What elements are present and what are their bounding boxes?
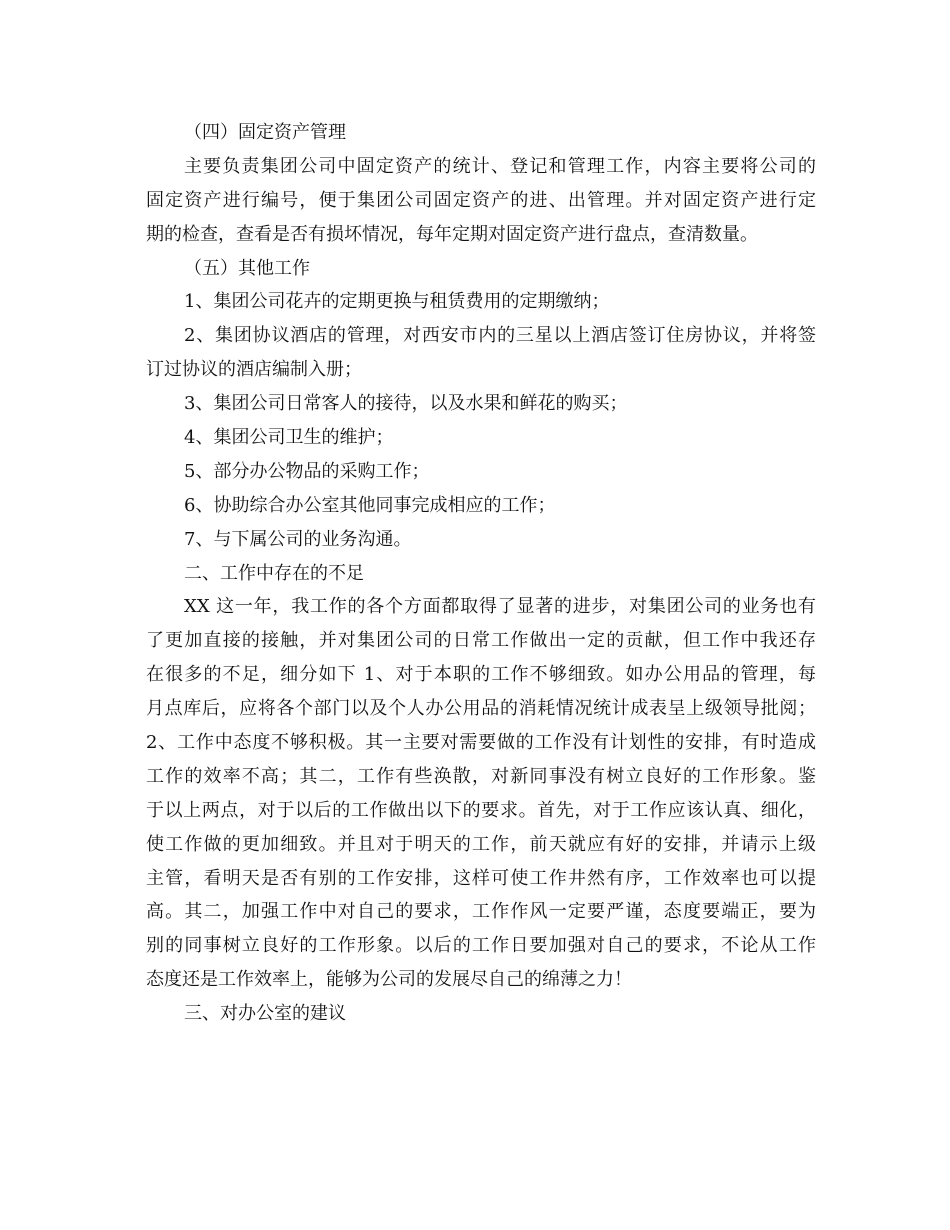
section-heading-other-work: （五）其他工作 bbox=[184, 257, 310, 279]
paragraph-line: 了更加直接的接触，并对集团公司的日常工作做出一定的贡献，但工作中我还存 bbox=[146, 630, 816, 652]
list-item-continuation: 订过协议的酒店编制入册； bbox=[146, 359, 362, 381]
paragraph-line: 别的同事树立良好的工作形象。以后的工作日要加强对自己的要求，不论从工作 bbox=[146, 935, 816, 957]
paragraph-line: 固定资产进行编号，便于集团公司固定资产的进、出管理。并对固定资产进行定 bbox=[146, 189, 816, 211]
paragraph-line: 主管，看明天是否有别的工作安排，这样可使工作井然有序，工作效率也可以提 bbox=[146, 867, 816, 889]
list-item: 3、集团公司日常客人的接待，以及水果和鲜花的购买； bbox=[184, 393, 628, 415]
list-item: 7、与下属公司的业务沟通。 bbox=[184, 528, 412, 550]
list-item: 4、集团公司卫生的维护； bbox=[184, 427, 394, 449]
paragraph-line: 高。其二，加强工作中对自己的要求，工作作风一定要严谨，态度要端正，要为 bbox=[146, 901, 816, 923]
list-item: 6、协助综合办公室其他同事完成相应的工作； bbox=[184, 494, 556, 516]
section-heading-fixed-assets: （四）固定资产管理 bbox=[184, 122, 346, 143]
paragraph-line: 于以上两点，对于以后的工作做出以下的要求。首先，对于工作应该认真、细化， bbox=[146, 799, 816, 821]
paragraph-line: 态度还是工作效率上，能够为公司的发展尽自己的绵薄之力！ bbox=[146, 969, 632, 991]
section-heading-shortcomings: 二、工作中存在的不足 bbox=[184, 562, 364, 584]
paragraph-line: 工作的效率不高；其二，工作有些涣散，对新同事没有树立良好的工作形象。鉴 bbox=[146, 765, 816, 787]
paragraph-line: 在很多的不足，细分如下 1、对于本职的工作不够细致。如办公用品的管理，每 bbox=[146, 664, 816, 686]
paragraph-line: 期的检查，查看是否有损坏情况，每年定期对固定资产进行盘点，查清数量。 bbox=[146, 223, 758, 245]
document-body bbox=[146, 116, 816, 1031]
paragraph-line: 月点库后，应将各个部门以及个人办公用品的消耗情况统计成表呈上级领导批阅； bbox=[146, 698, 816, 720]
list-item: 1、集团公司花卉的定期更换与租赁费用的定期缴纳； bbox=[184, 291, 610, 313]
paragraph-line: 2、工作中态度不够积极。其一主要对需要做的工作没有计划性的安排，有时造成 bbox=[146, 732, 816, 754]
list-item: 2、集团协议酒店的管理，对西安市内的三星以上酒店签订住房协议，并将签 bbox=[184, 325, 816, 347]
paragraph-line: 使工作做的更加细致。并且对于明天的工作，前天就应有好的安排，并请示上级 bbox=[146, 833, 816, 855]
paragraph-line: XX 这一年，我工作的各个方面都取得了显著的进步，对集团公司的业务也有 bbox=[184, 596, 816, 618]
section-heading-office-suggestions: 三、对办公室的建议 bbox=[184, 1003, 346, 1025]
list-item: 5、部分办公物品的采购工作； bbox=[184, 460, 430, 482]
paragraph-line: 主要负责集团公司中固定资产的统计、登记和管理工作，内容主要将公司的 bbox=[184, 155, 816, 177]
